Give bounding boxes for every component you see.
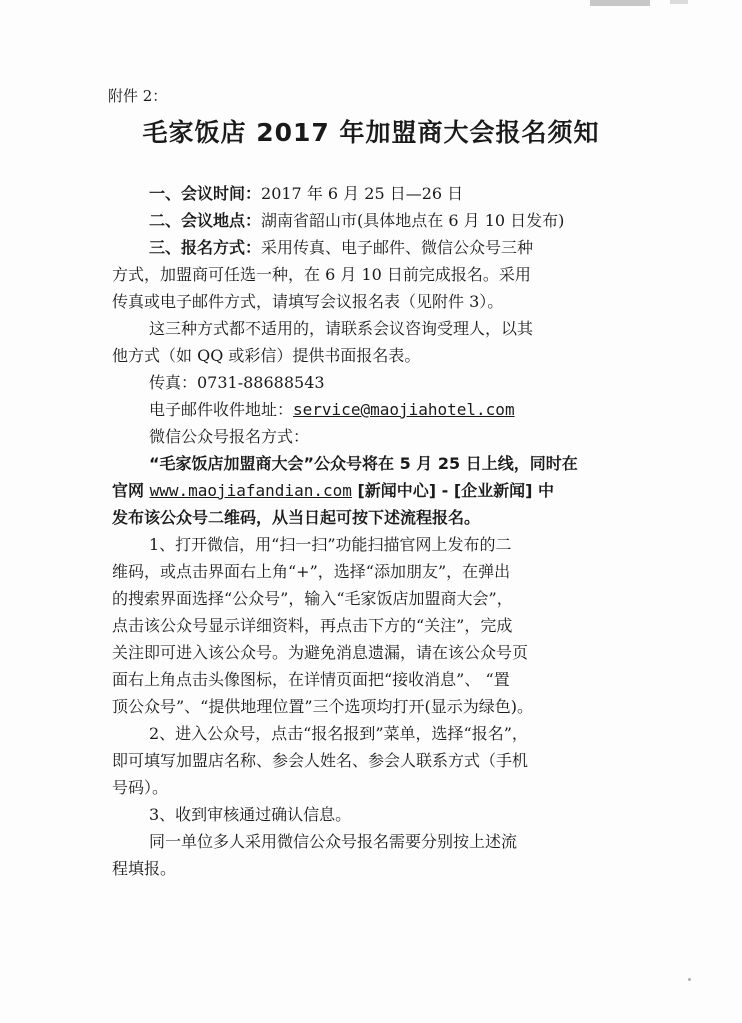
step1-text: 关注即可进入该公众号。为避免消息遗漏，请在该公众号页 [112,643,529,662]
step2-text: 2、进入公众号，点击“报名报到”菜单，选择“报名”， [149,724,528,743]
step1-text: 顶公众号”、“提供地理位置”三个选项均打开(显示为绿色)。 [112,697,534,716]
website-link[interactable]: www.maojiafandian.com [149,481,352,500]
registration-method-line [112,234,632,261]
alternative-text: 这三种方式都不适用的，请联系会议咨询受理人，以其 [149,319,534,338]
step1-text: 点击该公众号显示详细资料，再点击下方的“关注”，完成 [112,616,513,635]
email-link[interactable]: service@maojiahotel.com [293,400,515,419]
wechat-intro-text: 官网 [112,481,150,500]
wechat-label: 微信公众号报名方式： [149,427,310,446]
scan-speck [688,978,691,981]
registration-method-text: 传真或电子邮件方式，请填写会议报名表（见附件 3）。 [112,292,504,311]
page-title: 毛家饭店 2017 年加盟商大会报名须知 [142,118,600,147]
step1-text: 面右上角点击头像图标，在详情页面把“接收消息”、 “置 [112,670,510,689]
note-text: 程填报。 [112,859,177,878]
wechat-intro-line [112,477,632,504]
step3-text: 3、收到审核通过确认信息。 [149,805,352,824]
registration-method-text: 方式，加盟商可任选一种，在 6 月 10 日前完成报名。采用 [112,265,531,284]
step1-text: 1、打开微信，用“扫一扫”功能扫描官网上发布的二 [149,535,512,554]
step2-text: 即可填写加盟店名称、参会人姓名、参会人联系方式（手机 [112,751,529,770]
email-label: 电子邮件收件地址： [149,400,294,419]
meeting-time-value: 2017 年 6 月 25 日—26 日 [261,184,464,203]
wechat-intro-text: 发布该公众号二维码，从当日起可按下述流程报名。 [112,508,481,527]
meeting-location-value: 湖南省韶山市(具体地点在 6 月 10 日发布) [261,211,565,230]
note-text: 同一单位多人采用微信公众号报名需要分别按上述流 [149,832,518,851]
wechat-intro-text: [新闻中心] - [企业新闻] 中 [351,481,555,500]
alternative-text: 他方式（如 QQ 或彩信）提供书面报名表。 [112,346,421,365]
step1-text: 的搜索界面选择“公众号”，输入“毛家饭店加盟商大会”， [112,589,513,608]
step2-text: 号码）。 [112,778,169,797]
scan-artifact [670,0,688,4]
registration-method-label: 三、报名方式： [149,238,262,257]
document-body [112,180,632,882]
attachment-label: 附件 2： [108,87,168,105]
registration-method-text: 采用传真、电子邮件、微信公众号三种 [261,238,534,257]
meeting-location-label: 二、会议地点： [149,211,262,230]
meeting-time-line [112,180,632,207]
meeting-time-label: 一、会议时间： [149,184,262,203]
fax-number: 传真：0731-88688543 [149,373,325,392]
email-line [112,396,632,423]
meeting-location-line [112,207,632,234]
step1-text: 维码，或点击界面右上角“+”，选择“添加朋友”，在弹出 [112,562,511,581]
wechat-intro-text: “毛家饭店加盟商大会”公众号将在 5 月 25 日上线，同时在 [149,454,578,473]
scan-artifact [590,0,650,6]
